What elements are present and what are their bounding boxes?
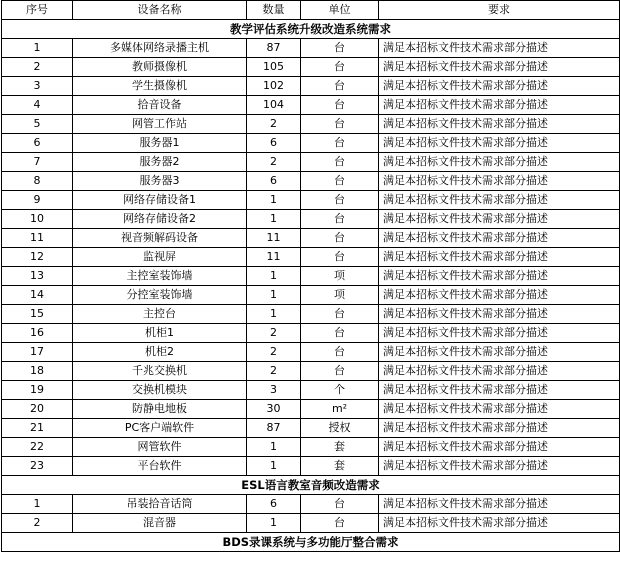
cell-req: 满足本招标文件技术需求部分描述 xyxy=(379,286,620,305)
cell-seq: 5 xyxy=(2,115,73,134)
cell-seq: 2 xyxy=(2,514,73,533)
cell-unit: 台 xyxy=(301,495,379,514)
header-req: 要求 xyxy=(379,1,620,20)
table-row xyxy=(2,96,620,115)
cell-unit: 套 xyxy=(301,438,379,457)
cell-unit: 个 xyxy=(301,381,379,400)
section-title: BDS录课系统与多功能厅整合需求 xyxy=(2,533,620,552)
cell-qty: 87 xyxy=(247,39,301,58)
table-row xyxy=(2,191,620,210)
cell-unit: 台 xyxy=(301,514,379,533)
header-qty: 数量 xyxy=(247,1,301,20)
header-name: 设备名称 xyxy=(73,1,247,20)
section-title: 教学评估系统升级改造系统需求 xyxy=(2,20,620,39)
cell-qty: 2 xyxy=(247,153,301,172)
cell-qty: 105 xyxy=(247,58,301,77)
cell-name: 机柜1 xyxy=(73,324,247,343)
cell-seq: 1 xyxy=(2,495,73,514)
cell-req: 满足本招标文件技术需求部分描述 xyxy=(379,514,620,533)
cell-qty: 2 xyxy=(247,362,301,381)
table-row xyxy=(2,324,620,343)
cell-qty: 2 xyxy=(247,343,301,362)
cell-qty: 6 xyxy=(247,172,301,191)
cell-qty: 1 xyxy=(247,457,301,476)
cell-unit: 台 xyxy=(301,324,379,343)
cell-seq: 23 xyxy=(2,457,73,476)
cell-name: 网络存储设备2 xyxy=(73,210,247,229)
cell-name: 混音器 xyxy=(73,514,247,533)
cell-req: 满足本招标文件技术需求部分描述 xyxy=(379,77,620,96)
cell-unit: 台 xyxy=(301,343,379,362)
cell-unit: 台 xyxy=(301,58,379,77)
cell-qty: 11 xyxy=(247,229,301,248)
cell-seq: 4 xyxy=(2,96,73,115)
table-row xyxy=(2,134,620,153)
table-row xyxy=(2,153,620,172)
cell-seq: 22 xyxy=(2,438,73,457)
cell-unit: 台 xyxy=(301,153,379,172)
table-row xyxy=(2,419,620,438)
cell-unit: 套 xyxy=(301,457,379,476)
cell-seq: 19 xyxy=(2,381,73,400)
cell-seq: 15 xyxy=(2,305,73,324)
cell-name: 服务器2 xyxy=(73,153,247,172)
cell-req: 满足本招标文件技术需求部分描述 xyxy=(379,457,620,476)
cell-req: 满足本招标文件技术需求部分描述 xyxy=(379,115,620,134)
table-row xyxy=(2,343,620,362)
cell-unit: 台 xyxy=(301,115,379,134)
cell-req: 满足本招标文件技术需求部分描述 xyxy=(379,267,620,286)
table-row xyxy=(2,39,620,58)
cell-req: 满足本招标文件技术需求部分描述 xyxy=(379,381,620,400)
cell-unit: m² xyxy=(301,400,379,419)
table-row xyxy=(2,115,620,134)
cell-unit: 台 xyxy=(301,96,379,115)
cell-name: 主控室装饰墙 xyxy=(73,267,247,286)
section-title: ESL语言教室音频改造需求 xyxy=(2,476,620,495)
cell-name: 分控室装饰墙 xyxy=(73,286,247,305)
cell-seq: 6 xyxy=(2,134,73,153)
cell-name: 网管工作站 xyxy=(73,115,247,134)
cell-unit: 台 xyxy=(301,39,379,58)
cell-req: 满足本招标文件技术需求部分描述 xyxy=(379,58,620,77)
cell-unit: 台 xyxy=(301,229,379,248)
table-row xyxy=(2,267,620,286)
cell-unit: 台 xyxy=(301,362,379,381)
table-row xyxy=(2,172,620,191)
cell-seq: 2 xyxy=(2,58,73,77)
cell-req: 满足本招标文件技术需求部分描述 xyxy=(379,343,620,362)
cell-name: 交换机模块 xyxy=(73,381,247,400)
cell-seq: 21 xyxy=(2,419,73,438)
cell-req: 满足本招标文件技术需求部分描述 xyxy=(379,324,620,343)
equipment-requirements-table xyxy=(1,0,620,552)
cell-name: 多媒体网络录播主机 xyxy=(73,39,247,58)
table-row xyxy=(2,210,620,229)
cell-name: 防静电地板 xyxy=(73,400,247,419)
cell-req: 满足本招标文件技术需求部分描述 xyxy=(379,134,620,153)
cell-qty: 87 xyxy=(247,419,301,438)
cell-seq: 8 xyxy=(2,172,73,191)
cell-seq: 3 xyxy=(2,77,73,96)
table-row xyxy=(2,305,620,324)
cell-name: 拾音设备 xyxy=(73,96,247,115)
table-row xyxy=(2,438,620,457)
cell-req: 满足本招标文件技术需求部分描述 xyxy=(379,153,620,172)
cell-req: 满足本招标文件技术需求部分描述 xyxy=(379,419,620,438)
cell-name: PC客户端软件 xyxy=(73,419,247,438)
cell-qty: 6 xyxy=(247,134,301,153)
cell-qty: 1 xyxy=(247,438,301,457)
cell-name: 教师摄像机 xyxy=(73,58,247,77)
cell-seq: 13 xyxy=(2,267,73,286)
cell-seq: 16 xyxy=(2,324,73,343)
cell-req: 满足本招标文件技术需求部分描述 xyxy=(379,39,620,58)
cell-unit: 台 xyxy=(301,305,379,324)
cell-req: 满足本招标文件技术需求部分描述 xyxy=(379,495,620,514)
cell-qty: 2 xyxy=(247,115,301,134)
cell-qty: 1 xyxy=(247,514,301,533)
table-row xyxy=(2,362,620,381)
cell-req: 满足本招标文件技术需求部分描述 xyxy=(379,96,620,115)
cell-seq: 10 xyxy=(2,210,73,229)
cell-seq: 1 xyxy=(2,39,73,58)
cell-seq: 7 xyxy=(2,153,73,172)
cell-req: 满足本招标文件技术需求部分描述 xyxy=(379,172,620,191)
table-body xyxy=(2,20,620,552)
cell-name: 吊装拾音话筒 xyxy=(73,495,247,514)
cell-qty: 6 xyxy=(247,495,301,514)
cell-name: 监视屏 xyxy=(73,248,247,267)
table-row xyxy=(2,248,620,267)
header-seq: 序号 xyxy=(2,1,73,20)
table-row xyxy=(2,457,620,476)
cell-name: 主控台 xyxy=(73,305,247,324)
cell-req: 满足本招标文件技术需求部分描述 xyxy=(379,229,620,248)
cell-req: 满足本招标文件技术需求部分描述 xyxy=(379,438,620,457)
cell-req: 满足本招标文件技术需求部分描述 xyxy=(379,305,620,324)
section-header-row xyxy=(2,476,620,495)
cell-qty: 1 xyxy=(247,210,301,229)
header-row xyxy=(2,1,620,20)
cell-unit: 台 xyxy=(301,134,379,153)
section-header-row xyxy=(2,533,620,552)
cell-seq: 9 xyxy=(2,191,73,210)
cell-qty: 2 xyxy=(247,324,301,343)
cell-qty: 11 xyxy=(247,248,301,267)
cell-name: 千兆交换机 xyxy=(73,362,247,381)
cell-seq: 18 xyxy=(2,362,73,381)
cell-unit: 项 xyxy=(301,286,379,305)
cell-req: 满足本招标文件技术需求部分描述 xyxy=(379,362,620,381)
cell-name: 网管软件 xyxy=(73,438,247,457)
cell-name: 机柜2 xyxy=(73,343,247,362)
cell-qty: 3 xyxy=(247,381,301,400)
cell-name: 视音频解码设备 xyxy=(73,229,247,248)
table-row xyxy=(2,514,620,533)
cell-req: 满足本招标文件技术需求部分描述 xyxy=(379,210,620,229)
cell-unit: 台 xyxy=(301,172,379,191)
cell-req: 满足本招标文件技术需求部分描述 xyxy=(379,191,620,210)
cell-name: 平台软件 xyxy=(73,457,247,476)
cell-name: 学生摄像机 xyxy=(73,77,247,96)
table-row xyxy=(2,381,620,400)
cell-unit: 授权 xyxy=(301,419,379,438)
cell-qty: 1 xyxy=(247,191,301,210)
header-unit: 单位 xyxy=(301,1,379,20)
cell-seq: 17 xyxy=(2,343,73,362)
cell-seq: 12 xyxy=(2,248,73,267)
cell-seq: 14 xyxy=(2,286,73,305)
cell-qty: 30 xyxy=(247,400,301,419)
table-row xyxy=(2,495,620,514)
cell-unit: 台 xyxy=(301,77,379,96)
cell-qty: 1 xyxy=(247,267,301,286)
cell-req: 满足本招标文件技术需求部分描述 xyxy=(379,248,620,267)
cell-unit: 台 xyxy=(301,248,379,267)
cell-qty: 102 xyxy=(247,77,301,96)
cell-seq: 20 xyxy=(2,400,73,419)
cell-unit: 项 xyxy=(301,267,379,286)
cell-qty: 1 xyxy=(247,305,301,324)
cell-name: 服务器3 xyxy=(73,172,247,191)
cell-name: 服务器1 xyxy=(73,134,247,153)
cell-unit: 台 xyxy=(301,210,379,229)
cell-qty: 104 xyxy=(247,96,301,115)
table-row xyxy=(2,77,620,96)
cell-seq: 11 xyxy=(2,229,73,248)
section-header-row xyxy=(2,20,620,39)
cell-qty: 1 xyxy=(247,286,301,305)
cell-name: 网络存储设备1 xyxy=(73,191,247,210)
table-row xyxy=(2,229,620,248)
table-row xyxy=(2,58,620,77)
cell-unit: 台 xyxy=(301,191,379,210)
table-row xyxy=(2,286,620,305)
table-row xyxy=(2,400,620,419)
cell-req: 满足本招标文件技术需求部分描述 xyxy=(379,400,620,419)
